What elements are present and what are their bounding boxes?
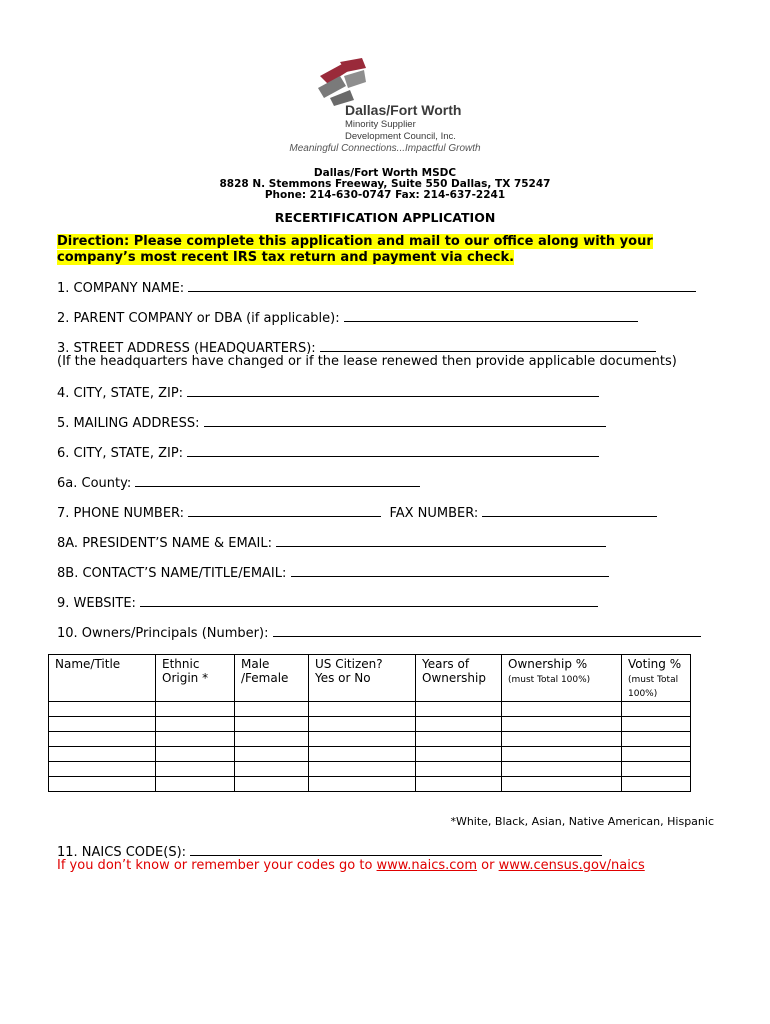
logo-line2: Minority Supplier: [345, 119, 416, 130]
table-cell[interactable]: [416, 777, 502, 792]
company-name-row: [57, 279, 696, 296]
contact-field[interactable]: [291, 564, 609, 577]
table-cell[interactable]: [416, 732, 502, 747]
table-cell[interactable]: [156, 762, 235, 777]
table-cell[interactable]: [309, 777, 416, 792]
website-label: 9. WEBSITE:: [57, 596, 136, 611]
table-header-row: [49, 655, 691, 702]
census-naics-link[interactable]: www.census.gov/naics: [498, 858, 645, 873]
page-title: RECERTIFICATION APPLICATION: [274, 210, 496, 225]
table-cell[interactable]: [416, 762, 502, 777]
table-cell[interactable]: [622, 762, 691, 777]
owners-row: [57, 624, 701, 641]
table-cell[interactable]: [309, 702, 416, 717]
table-cell[interactable]: [49, 747, 156, 762]
table-cell[interactable]: [156, 777, 235, 792]
city-state-zip2-field[interactable]: [187, 444, 599, 457]
city-state-zip-row: [57, 384, 599, 401]
table-row: [49, 702, 691, 717]
mailing-address-field[interactable]: [204, 414, 606, 427]
col-ownership-pct: Ownership % (must Total 100%): [502, 655, 622, 702]
table-cell[interactable]: [49, 702, 156, 717]
fax-label: FAX NUMBER:: [389, 506, 479, 521]
table-cell[interactable]: [622, 732, 691, 747]
direction-line1: Direction: Please complete this application and mail to our office along with your: [57, 234, 653, 249]
county-field[interactable]: [135, 474, 420, 487]
table-cell[interactable]: [235, 732, 309, 747]
city-state-zip-label: 4. CITY, STATE, ZIP:: [57, 386, 184, 401]
col-name-title: Name/Title: [49, 655, 156, 702]
table-cell[interactable]: [156, 732, 235, 747]
table-cell[interactable]: [502, 747, 622, 762]
naics-field[interactable]: [190, 843, 602, 856]
city-state-zip-field[interactable]: [187, 384, 599, 397]
naics-help: [57, 858, 645, 873]
col-ethnic-origin: Ethnic Origin *: [156, 655, 235, 702]
street-address-note: (If the headquarters have changed or if the lease renewed then provide applicable documents): [57, 354, 677, 369]
mailing-address-label: 5. MAILING ADDRESS:: [57, 416, 200, 431]
president-label: 8A. PRESIDENT’S NAME & EMAIL:: [57, 536, 273, 551]
col-years-ownership: Years of Ownership: [416, 655, 502, 702]
city-state-zip2-row: [57, 444, 599, 461]
contact-label: 8B. CONTACT’S NAME/TITLE/EMAIL:: [57, 566, 287, 581]
logo-tagline: Meaningful Connections...Impactful Growth: [289, 143, 481, 154]
naics-link[interactable]: www.naics.com: [376, 858, 478, 873]
table-cell[interactable]: [309, 732, 416, 747]
table-cell[interactable]: [502, 777, 622, 792]
table-cell[interactable]: [622, 747, 691, 762]
col-gender: Male /Female: [235, 655, 309, 702]
table-cell[interactable]: [235, 747, 309, 762]
col-voting-pct: Voting % (must Total 100%): [622, 655, 691, 702]
table-cell[interactable]: [309, 717, 416, 732]
logo-line3: Development Council, Inc.: [345, 131, 456, 142]
parent-company-label: 2. PARENT COMPANY or DBA (if applicable):: [57, 311, 340, 326]
logo-name: Dallas/Fort Worth: [345, 102, 462, 118]
direction-text: [57, 234, 653, 266]
table-cell[interactable]: [235, 717, 309, 732]
logo-mark-icon: [310, 56, 370, 106]
table-cell[interactable]: [502, 702, 622, 717]
table-cell[interactable]: [49, 732, 156, 747]
mailing-address-row: [57, 414, 606, 431]
ethnicity-footnote: *White, Black, Asian, Native American, Hispanic: [450, 815, 714, 828]
parent-company-field[interactable]: [344, 309, 638, 322]
dfw-msdc-logo: [305, 56, 475, 156]
county-label: 6a. County:: [57, 476, 132, 491]
naics-label: 11. NAICS CODE(S):: [57, 845, 187, 860]
president-field[interactable]: [276, 534, 606, 547]
table-cell[interactable]: [502, 717, 622, 732]
website-row: [57, 594, 598, 611]
president-row: [57, 534, 606, 551]
owners-field[interactable]: [273, 624, 701, 637]
table-row: [49, 777, 691, 792]
table-cell[interactable]: [49, 762, 156, 777]
fax-field[interactable]: [482, 504, 657, 517]
header-phone: Phone: 214-630-0747 Fax: 214-637-2241: [264, 189, 506, 201]
table-cell[interactable]: [49, 777, 156, 792]
table-cell[interactable]: [416, 717, 502, 732]
table-cell[interactable]: [309, 747, 416, 762]
table-cell[interactable]: [416, 702, 502, 717]
company-name-field[interactable]: [188, 279, 696, 292]
table-cell[interactable]: [156, 717, 235, 732]
naics-help-prefix: If you don’t know or remember your codes go to: [57, 858, 377, 873]
owners-table: [48, 654, 691, 792]
street-address-label: 3. STREET ADDRESS (HEADQUARTERS):: [57, 341, 316, 356]
table-row: [49, 762, 691, 777]
table-cell[interactable]: [622, 777, 691, 792]
table-row: [49, 747, 691, 762]
table-cell[interactable]: [502, 762, 622, 777]
phone-field[interactable]: [188, 504, 381, 517]
owners-label: 10. Owners/Principals (Number):: [57, 626, 269, 641]
parent-company-row: [57, 309, 638, 326]
website-field[interactable]: [140, 594, 598, 607]
table-row: [49, 732, 691, 747]
phone-label: 7. PHONE NUMBER:: [57, 506, 185, 521]
table-cell[interactable]: [235, 777, 309, 792]
table-cell[interactable]: [156, 702, 235, 717]
col-us-citizen: US Citizen? Yes or No: [309, 655, 416, 702]
table-cell[interactable]: [235, 702, 309, 717]
header-org: Dallas/Fort Worth MSDC: [313, 167, 457, 179]
table-cell[interactable]: [502, 732, 622, 747]
naics-help-mid: or: [477, 858, 499, 873]
table-cell[interactable]: [49, 717, 156, 732]
header-address: 8828 N. Stemmons Freeway, Suite 550 Dallas, TX 75247: [219, 178, 551, 190]
table-row: [49, 717, 691, 732]
company-name-label: 1. COMPANY NAME:: [57, 281, 185, 296]
table-cell[interactable]: [622, 717, 691, 732]
table-cell[interactable]: [622, 702, 691, 717]
phone-fax-row: [57, 504, 657, 521]
contact-row: [57, 564, 609, 581]
table-cell[interactable]: [416, 747, 502, 762]
city-state-zip2-label: 6. CITY, STATE, ZIP:: [57, 446, 184, 461]
table-cell[interactable]: [235, 762, 309, 777]
street-address-field[interactable]: [320, 339, 656, 352]
table-cell[interactable]: [309, 762, 416, 777]
table-cell[interactable]: [156, 747, 235, 762]
county-row: [57, 474, 420, 491]
direction-line2: company’s most recent IRS tax return and payment via check.: [57, 250, 515, 265]
